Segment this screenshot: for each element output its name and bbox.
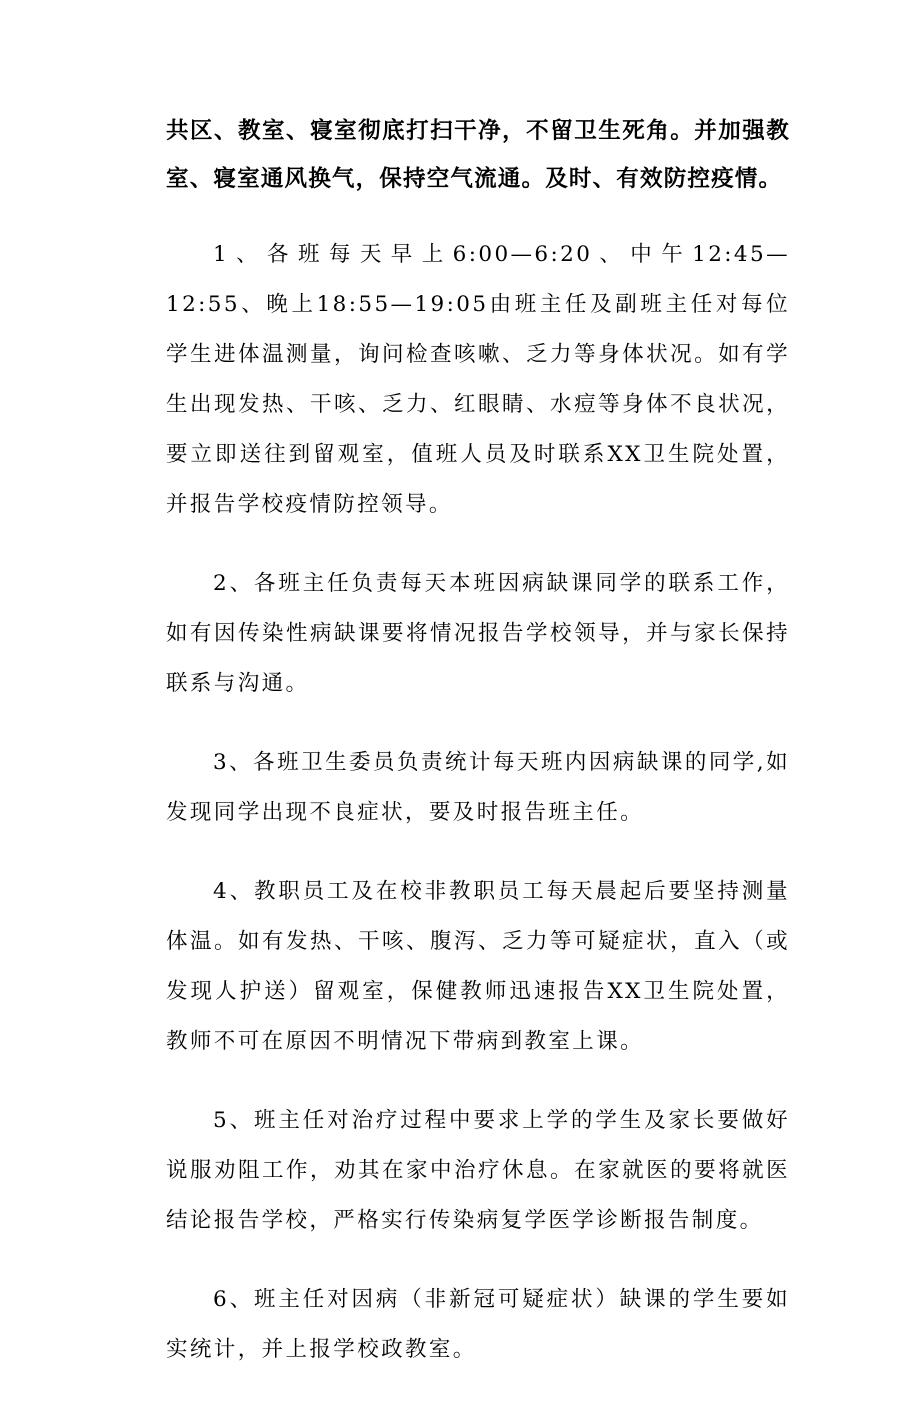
item-2-paragraph: 2、各班主任负责每天本班因病缺课同学的联系工作，如有因传染性病缺课要将情况报告学校领导，并与家长保持联系与沟通。 xyxy=(166,571,790,696)
item-3-paragraph: 3、各班卫生委员负责统计每天班内因病缺课的同学,如发现同学出现不良症状，要及时报告班主任。 xyxy=(166,750,790,825)
item-1-paragraph: 1、各班每天早上6:00—6:20、中午12:45—12:55、晚上18:55—19:05由班主任及副班主任对每位学生进体温测量，询问检查咳嗽、乏力等身体状况。如有学生出现发热、干咳、乏力、红眼睛、水痘等身体不良状况，要立即送往到留观室，值班人员及时联系XX卫生院处置，并报告学校疫情防控领导。 xyxy=(166,242,790,517)
item-5-paragraph: 5、班主任对治疗过程中要求上学的学生及家长要做好说服劝阻工作，劝其在家中治疗休息。在家就医的要将就医结论报告学校，严格实行传染病复学医学诊断报告制度。 xyxy=(166,1108,790,1233)
lead-paragraph: 共区、教室、寝室彻底打扫干净，不留卫生死角。并加强教室、寝室通风换气，保持空气流通。及时、有效防控疫情。 xyxy=(166,118,790,192)
item-4-paragraph: 4、教职员工及在校非教职员工每天晨起后要坚持测量体温。如有发热、干咳、腹泻、乏力等可疑症状，直入（或发现人护送）留观室，保健教师迅速报告XX卫生院处置，教师不可在原因不明情况下带病到教室上课。 xyxy=(166,879,790,1054)
document-body xyxy=(166,107,790,1404)
item-6-paragraph: 6、班主任对因病（非新冠可疑症状）缺课的学生要如实统计，并上报学校政教室。 xyxy=(166,1287,790,1362)
